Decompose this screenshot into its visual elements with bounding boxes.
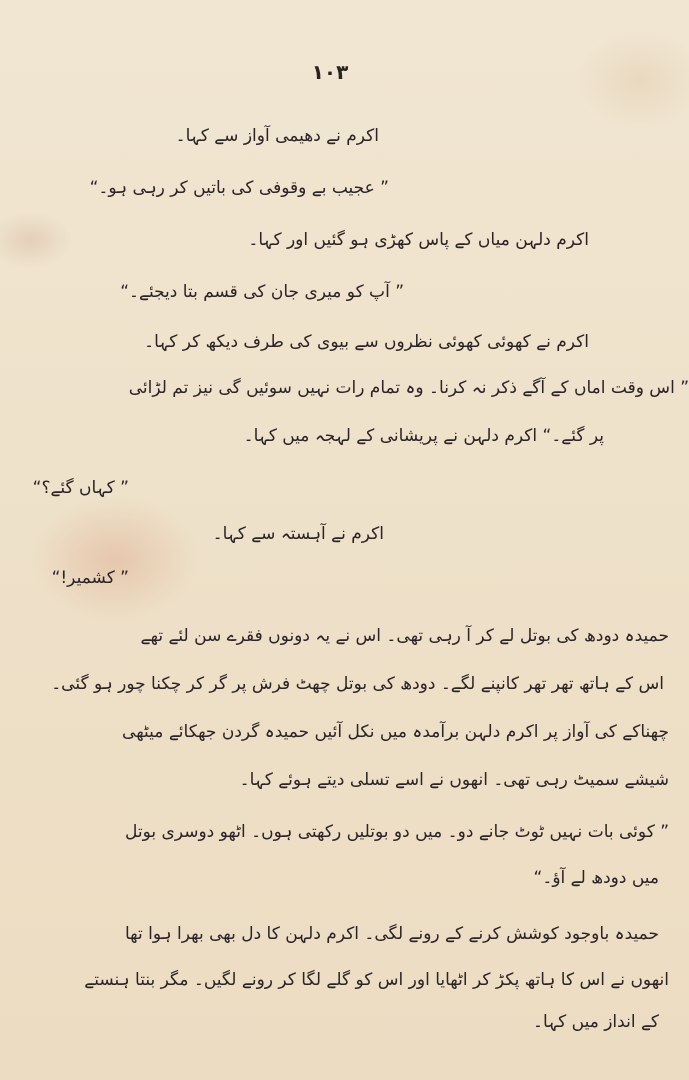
text-line: اس کے ہاتھ تھر تھر کانپنے لگے۔ دودھ کی بوتل چھٹ فرش پر گر کر چکنا چور ہو گئی۔ [51,674,664,694]
text-line: ” اس وقت اماں کے آگے ذکر نہ کرنا۔ وہ تمام رات نہیں سوئیں گی نیز تم لڑائی [128,378,689,398]
text-line: اکرم نے آہستہ سے کہا۔ [212,524,384,544]
text-line: چھناکے کی آواز پر اکرم دلہن برآمدہ میں نکل آئیں حمیدہ گردن جھکائے میٹھی [122,722,669,742]
text-line: انھوں نے اس کا ہاتھ پکڑ کر اٹھایا اور اس کو گلے لگا کر رونے لگیں۔ مگر بنتا ہنستے [84,970,669,990]
text-line: ” آپ کو میری جان کی قسم بتا دیجئے۔“ [120,282,404,302]
text-line: کے انداز میں کہا۔ [533,1012,659,1032]
text-line: اکرم نے کھوئی کھوئی نظروں سے بیوی کی طرف دیکھ کر کہا۔ [144,332,589,352]
page-number: ۱۰۳ [311,60,349,84]
text-line: اکرم نے دھیمی آواز سے کہا۔ [175,126,379,146]
text-line: حمیدہ باوجود کوشش کرنے کے رونے لگی۔ اکرم دلہن کا دل بھی بھرا ہوا تھا [125,924,659,944]
text-line: ” کشمیر!“ [51,568,129,588]
text-line: ” کہاں گئے؟“ [32,478,129,498]
text-line: پر گئے۔“ اکرم دلہن نے پریشانی کے لہجہ میں کہا۔ [243,426,604,446]
text-line: شیشے سمیٹ رہی تھی۔ انھوں نے اسے تسلی دیتے ہوئے کہا۔ [239,770,669,790]
text-line: ” کوئی بات نہیں ٹوٹ جانے دو۔ میں دو بوتلیں رکھتی ہوں۔ اٹھو دوسری بوتل [125,822,669,842]
text-line: حمیدہ دودھ کی بوتل لے کر آ رہی تھی۔ اس نے یہ دونوں فقرے سن لئے تھے [140,626,669,646]
text-line: اکرم دلہن میاں کے پاس کھڑی ہو گئیں اور کہا۔ [248,230,589,250]
text-line: میں دودھ لے آؤ۔“ [533,868,659,888]
text-line: ” عجیب بے وقوفی کی باتیں کر رہی ہو۔“ [89,178,389,198]
